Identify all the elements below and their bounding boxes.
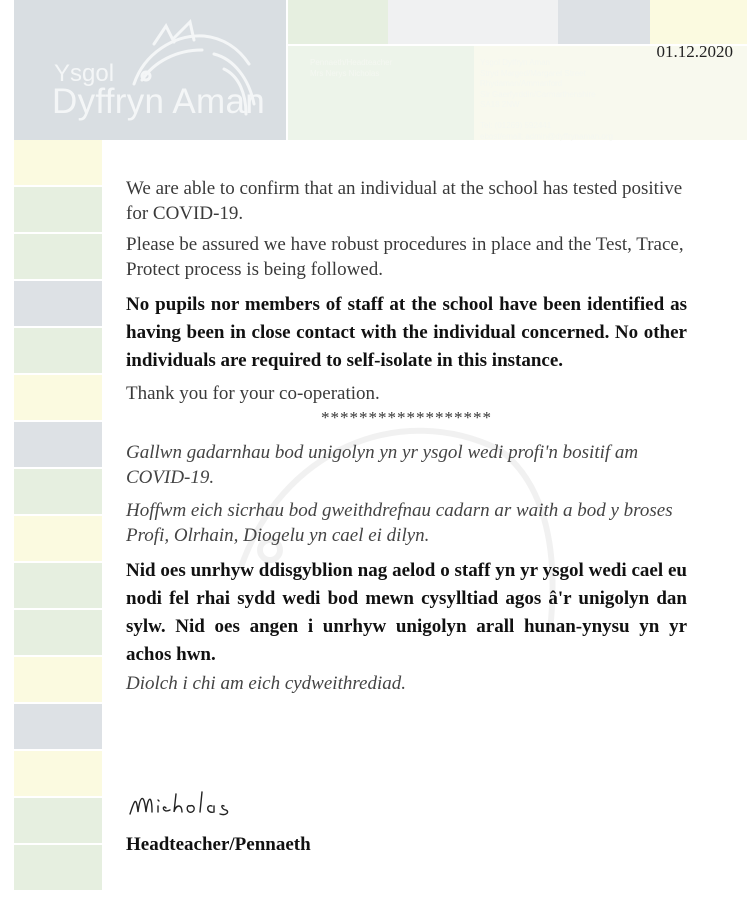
english-paragraph-1: We are able to confirm that an individual at the school has tested positive for COVID-19. [126,178,683,224]
header-color-block [288,0,388,44]
signer-title: Headteacher/Pennaeth [126,834,311,855]
address-line: Sir Gaerfyrddin/Carmarthenshire [480,89,596,99]
stripe-block [14,610,102,655]
address-line: ebost/email: admin@dyffrynaman.org [480,131,613,141]
address-line: Rhydaman/Ammanford [480,79,563,88]
head-left-line: Pennaeth/Headteacher [310,58,393,67]
stripe-block [14,704,102,749]
headteacher-contact [310,58,392,79]
header-color-block [558,0,650,44]
stripe-block [14,798,102,843]
address-line [480,111,613,122]
stripe-block [14,845,102,890]
header-color-block [388,0,558,44]
stripe-block [14,422,102,467]
stripe-block [14,375,102,420]
stripe-block [14,751,102,796]
stripe-block [14,657,102,702]
side-stripe [14,140,102,892]
letter-body [126,176,687,696]
handwritten-signature [126,784,256,824]
address-line: Ysgol Dyffryn Aman [480,58,551,67]
address-line: Stryd Marged/Margaret Street [480,68,586,78]
welsh-paragraph-4: Diolch i chi am eich cydweithrediad. [126,673,406,694]
letter-date: 01.12.2020 [656,42,733,61]
address-line: Tel: (01269) 592441 [480,121,552,130]
stripe-block [14,563,102,608]
stripe-block [14,328,102,373]
english-paragraph-3: No pupils nor members of staff at the school have been identified as having been in close contact with the individual concerned. No other individuals are required to self-isolate in this instance. [126,294,687,371]
stripe-block [14,516,102,561]
separator-stars: ****************** [321,408,492,427]
stripe-block [14,469,102,514]
stripe-block [14,234,102,279]
school-address [480,58,613,142]
letterhead [0,0,747,140]
stripe-block [14,140,102,185]
address-line: SA18 2NW [480,100,520,109]
welsh-paragraph-3: Nid oes unrhyw ddisgyblion nag aelod o staff yn yr ysgol wedi cael eu nodi fel rhai sydd wedi bod mewn cysylltiad agos â'r unigolyn dan sylw. Nid oes angen i unrhyw unigolyn arall hunan-ynysu yn yr achos hwn. [126,560,687,665]
school-logo-block [14,0,286,140]
stripe-block [14,187,102,232]
welsh-paragraph-1: Gallwn gadarnhau bod unigolyn yn yr ysgol wedi profi'n bositif am COVID-19. [126,442,639,488]
stripe-block [14,281,102,326]
logo-ysgol-text: Ysgol [54,60,115,87]
logo-dyffryn-aman-text: Dyffryn Aman [52,82,266,121]
head-left-line: Mrs Nerys Nicholas [310,68,380,78]
english-paragraph-4: Thank you for your co-operation. [126,383,380,404]
header-color-block [650,0,747,44]
english-paragraph-2: Please be assured we have robust procedures in place and the Test, Trace, Protect process is being followed. [126,234,684,280]
welsh-paragraph-2: Hoffwm eich sicrhau bod gweithdrefnau cadarn ar waith a bod y broses Profi, Olrhain, Diogelu yn cael ei dilyn. [126,500,673,546]
